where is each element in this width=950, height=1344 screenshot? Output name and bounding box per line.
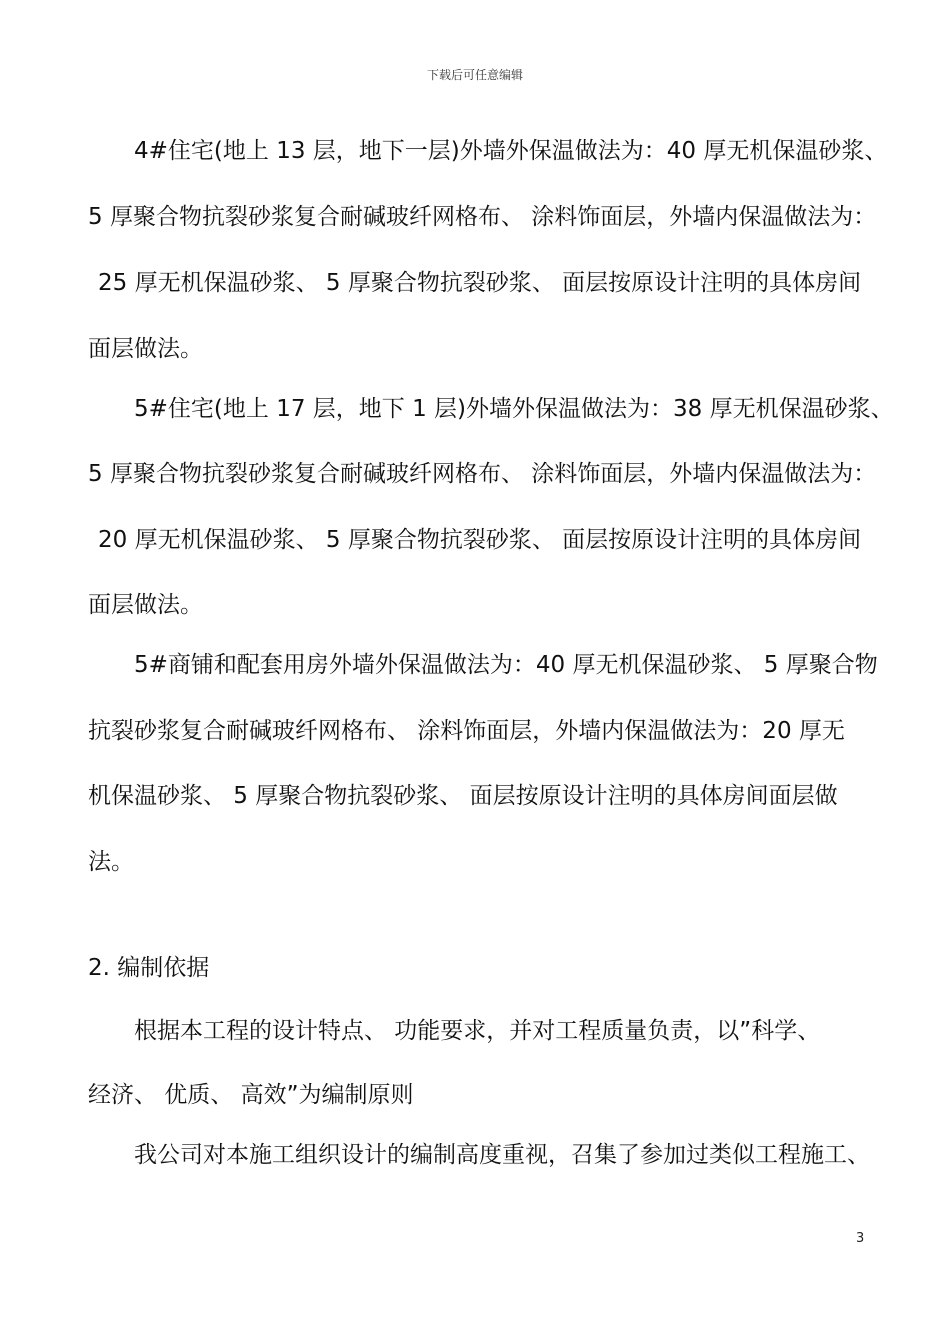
paragraph-line: 5#商铺和配套用房外墙外保温做法为：40 厚无机保温砂浆、 5 厚聚合物 — [134, 652, 878, 678]
paragraph-line: 抗裂砂浆复合耐碱玻纤网格布、 涂料饰面层，外墙内保温做法为：20 厚无 — [88, 718, 845, 744]
paragraph-line: 5 厚聚合物抗裂砂浆复合耐碱玻纤网格布、 涂料饰面层，外墙内保温做法为： — [88, 204, 877, 230]
paragraph-line: 5#住宅(地上 17 层，地下 1 层)外墙外保温做法为：38 厚无机保温砂浆、 — [134, 396, 894, 422]
paragraph-line: 我公司对本施工组织设计的编制高度重视，召集了参加过类似工程施工、 — [134, 1142, 870, 1168]
paragraph-line: 法。 — [88, 849, 134, 875]
paragraph-line: 根据本工程的设计特点、 功能要求，并对工程质量负责，以”科学、 — [134, 1018, 821, 1044]
section-heading: 2. 编制依据 — [88, 955, 210, 981]
paragraph-line: 5 厚聚合物抗裂砂浆复合耐碱玻纤网格布、 涂料饰面层，外墙内保温做法为： — [88, 461, 877, 487]
paragraph-line: 经济、 优质、 高效”为编制原则 — [88, 1082, 414, 1108]
page-header: 下载后可任意编辑 — [426, 68, 523, 82]
paragraph-line: 面层做法。 — [88, 336, 203, 362]
paragraph-line: 20 厚无机保温砂浆、 5 厚聚合物抗裂砂浆、 面层按原设计注明的具体房间 — [98, 527, 862, 553]
paragraph-line: 机保温砂浆、 5 厚聚合物抗裂砂浆、 面层按原设计注明的具体房间面层做 — [88, 783, 838, 809]
paragraph-line: 4#住宅(地上 13 层，地下一层)外墙外保温做法为：40 厚无机保温砂浆、 — [134, 138, 888, 164]
paragraph-line: 面层做法。 — [88, 592, 203, 618]
paragraph-line: 25 厚无机保温砂浆、 5 厚聚合物抗裂砂浆、 面层按原设计注明的具体房间 — [98, 270, 862, 296]
page-number: 3 — [856, 1231, 865, 1246]
